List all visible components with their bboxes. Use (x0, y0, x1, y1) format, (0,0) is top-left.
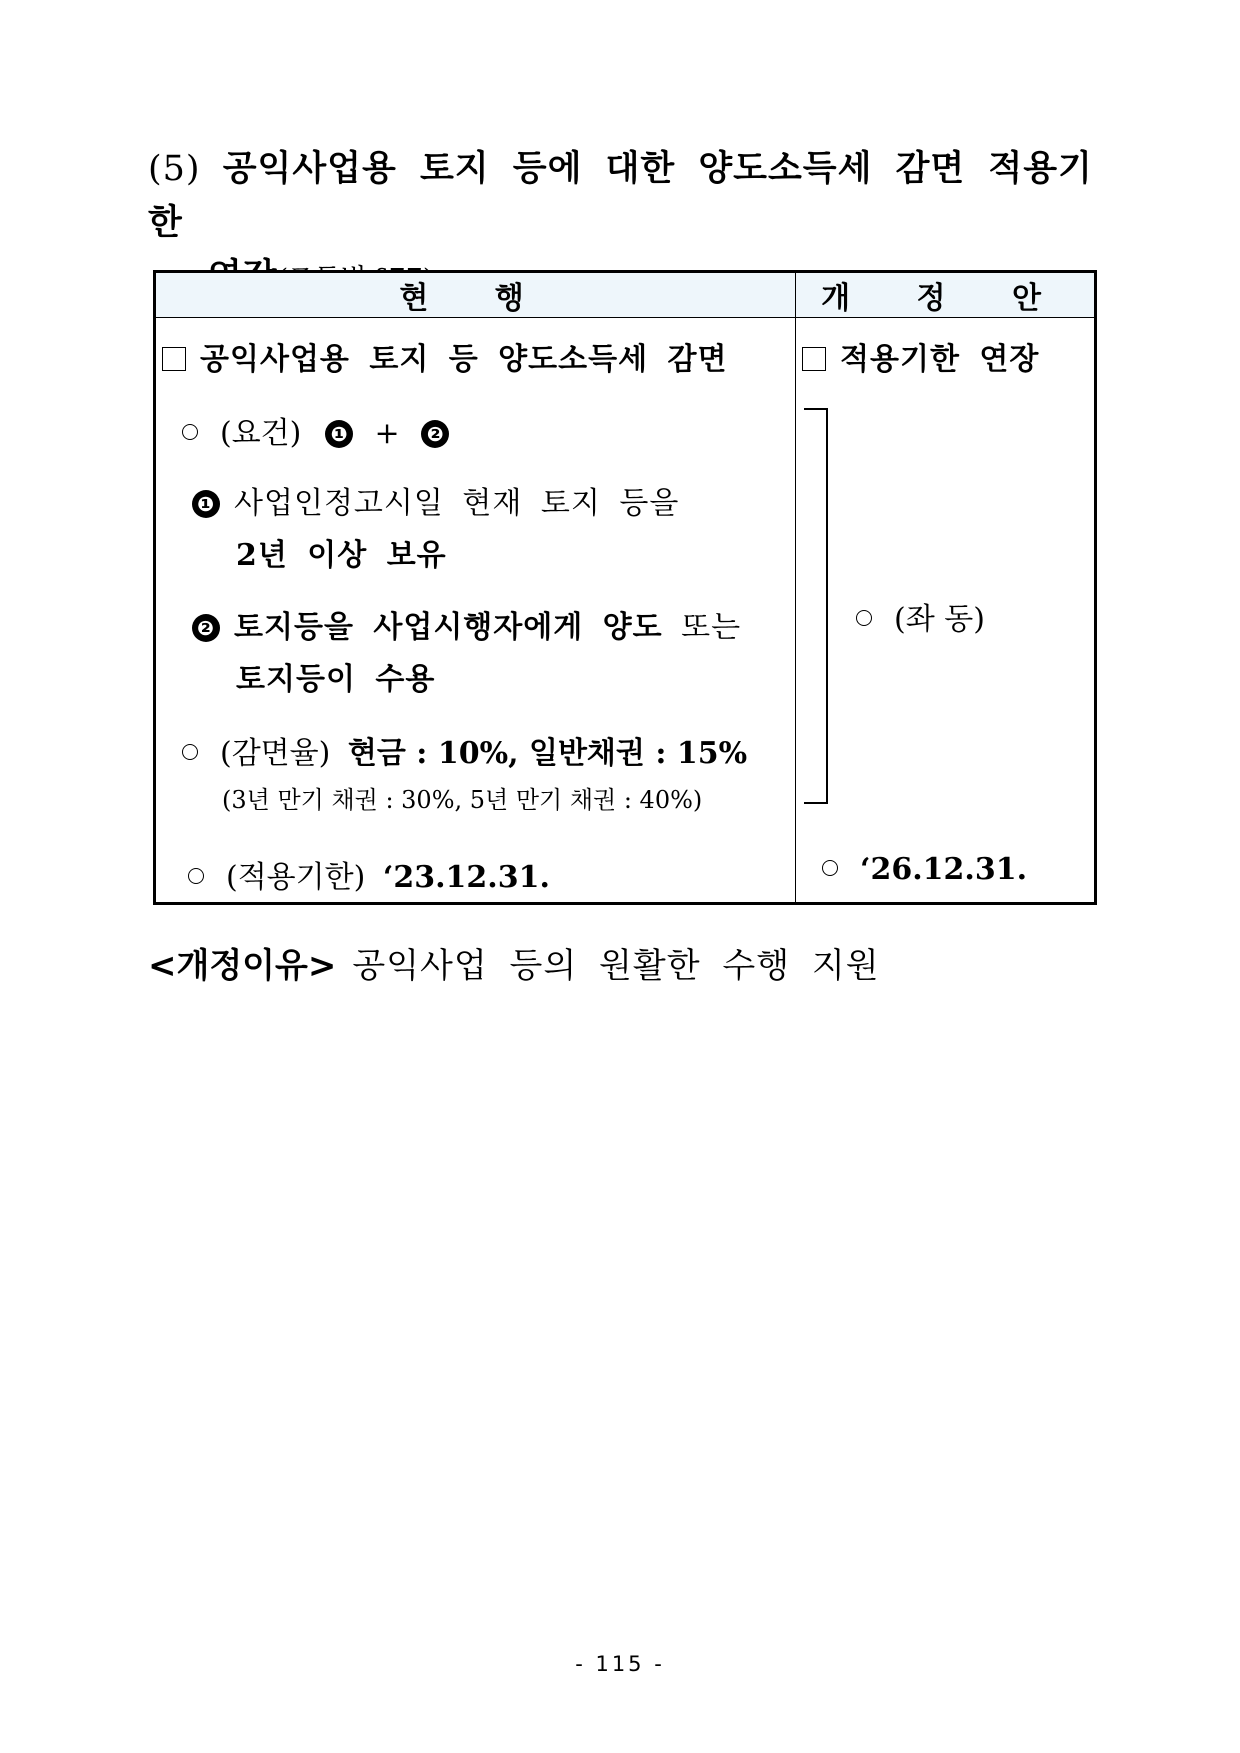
requirement-1-bold: 2년 이상 보유 (236, 538, 447, 573)
bullet-circle-icon (856, 610, 872, 626)
number-one-badge-icon: ❶ (325, 420, 353, 448)
revision-reason (148, 938, 880, 987)
revised-deadline: ‘26.12.31. (822, 852, 1027, 887)
comparison-table (153, 270, 1097, 905)
number-two-badge-icon: ❷ (192, 614, 220, 642)
number-two-badge-icon: ❷ (421, 420, 449, 448)
current-box-item: 공익사업용 토지 등 양도소득세 감면 (162, 334, 727, 378)
revision-reason-label: <개정이유> (148, 946, 337, 986)
same-as-left: (좌 동) (856, 594, 985, 638)
requirement-line: (요건) ❶ + ❷ (182, 408, 449, 452)
bullet-circle-icon (182, 744, 198, 760)
section-number: (5) (148, 149, 201, 189)
requirement-label: (요건) (220, 416, 302, 451)
checkbox-square-icon (162, 347, 186, 371)
revision-reason-text: 공익사업 등의 원활한 수행 지원 (352, 946, 880, 986)
header-revised: 개 정 안 (796, 272, 1096, 318)
number-one-badge-icon: ❶ (192, 490, 220, 518)
revised-box-item: 적용기한 연장 (802, 334, 1039, 378)
requirement-1: ❶ 사업인정고시일 현재 토지 등을 (192, 478, 679, 522)
bracket-connector (804, 408, 828, 804)
section-title: 공익사업용 토지 등에 대한 양도소득세 감면 적용기한 (148, 148, 1093, 243)
rate-line: (감면율) 현금 : 10%, 일반채권 : 15% (182, 728, 747, 772)
deadline-line: (적용기한) ‘23.12.31. (188, 852, 550, 896)
current-column (155, 318, 796, 904)
revised-column (796, 318, 1096, 904)
rate-note: (3년 만기 채권 : 30%, 5년 만기 채권 : 40%) (222, 786, 703, 814)
requirement-2-bold: 토지등이 수용 (236, 662, 436, 697)
page-number: - 115 - (575, 1652, 665, 1676)
bullet-circle-icon (188, 868, 204, 884)
bullet-circle-icon (822, 860, 838, 876)
checkbox-square-icon (802, 347, 826, 371)
header-current: 현 행 (155, 272, 796, 318)
requirement-2: ❷ 토지등을 사업시행자에게 양도 또는 (192, 602, 741, 646)
bullet-circle-icon (182, 424, 198, 440)
